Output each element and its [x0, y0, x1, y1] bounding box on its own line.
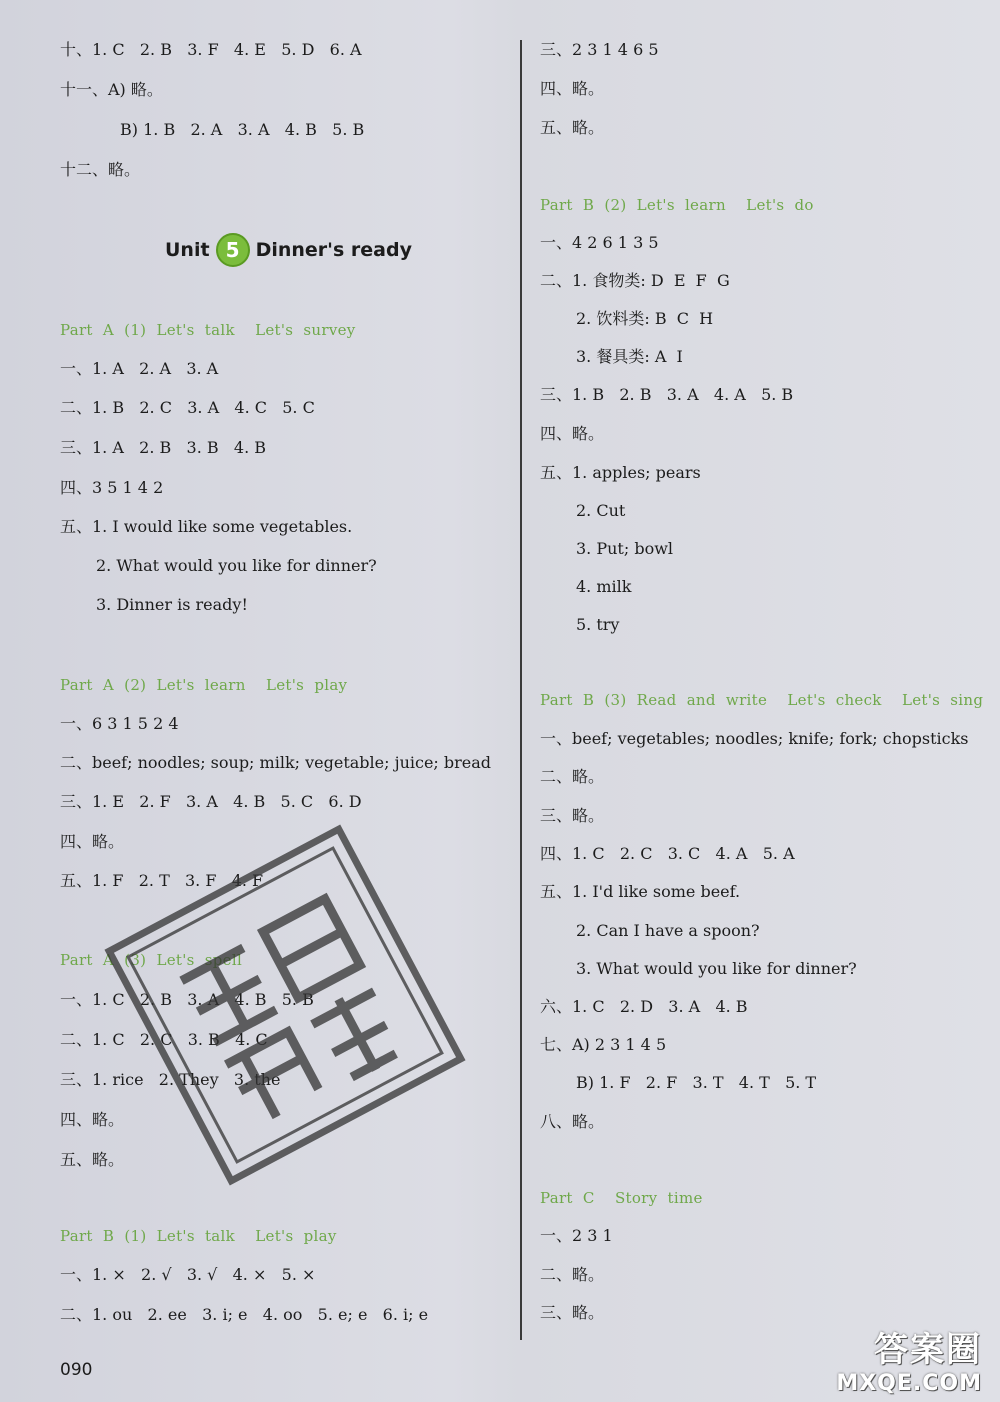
answer-line: 五、1. apples; pears: [540, 463, 701, 482]
answer-line: 二、1. B 2. C 3. A 4. C 5. C: [60, 398, 315, 417]
answer-line: 3. Put; bowl: [576, 539, 674, 558]
answer-line: 一、6 3 1 5 2 4: [60, 714, 179, 733]
answer-line: 2. Cut: [576, 501, 626, 520]
watermark-url: MXQE.COM: [836, 1371, 982, 1396]
answer-line: B) 1. F 2. F 3. T 4. T 5. T: [576, 1073, 817, 1092]
section-heading-part-a3: Part A (3) Let's spell: [60, 951, 243, 969]
answer-line: 十一、A) 略。: [60, 80, 163, 99]
answer-line: 3. What would you like for dinner?: [576, 959, 857, 978]
section-heading-part-c: Part C Story time: [540, 1189, 703, 1207]
answer-line: 四、略。: [60, 832, 125, 851]
answer-line: 一、beef; vegetables; noodles; knife; fork; chopsticks: [540, 729, 969, 748]
section-heading-part-b1: Part B (1) Let's talk Let's play: [60, 1227, 337, 1245]
answer-line: B) 1. B 2. A 3. A 4. B 5. B: [120, 120, 365, 139]
answer-line: 二、beef; noodles; soup; milk; vegetable; juice; bread: [60, 753, 492, 772]
answer-line: 七、A) 2 3 1 4 5: [540, 1035, 667, 1054]
answer-line: 一、1. × 2. √ 3. √ 4. × 5. ×: [60, 1265, 316, 1284]
answer-line: 2. What would you like for dinner?: [96, 556, 377, 575]
answer-line: 四、1. C 2. C 3. C 4. A 5. A: [540, 844, 795, 863]
answer-line: 3. Dinner is ready!: [96, 595, 248, 614]
answer-line: 二、1. C 2. C 3. B 4. C: [60, 1030, 268, 1049]
answer-line: 二、1. 食物类: D E F G: [540, 271, 730, 290]
answer-line: 四、3 5 1 4 2: [60, 478, 164, 497]
section-heading-part-a1: Part A (1) Let's talk Let's survey: [60, 321, 356, 339]
answer-line: 八、略。: [540, 1112, 605, 1131]
answer-line: 二、略。: [540, 767, 605, 786]
answer-line: 三、1. rice 2. They 3. the: [60, 1070, 281, 1089]
answer-line: 五、略。: [540, 118, 605, 137]
answer-line: 二、1. ou 2. ee 3. i; e 4. oo 5. e; e 6. i; e: [60, 1305, 429, 1324]
answer-line: 三、1. E 2. F 3. A 4. B 5. C 6. D: [60, 792, 362, 811]
answer-line: 三、略。: [540, 806, 605, 825]
answer-line: 五、略。: [60, 1150, 125, 1169]
watermark: [836, 1322, 982, 1396]
answer-line: 十、1. C 2. B 3. F 4. E 5. D 6. A: [60, 40, 362, 59]
unit-title: [165, 232, 412, 268]
answer-line: 一、4 2 6 1 3 5: [540, 233, 659, 252]
answer-line: 一、2 3 1: [540, 1226, 613, 1245]
answer-line: 一、1. C 2. B 3. A 4. B 5. B: [60, 990, 314, 1009]
page-number: 090: [60, 1360, 93, 1380]
answer-line: 2. Can I have a spoon?: [576, 921, 760, 940]
column-divider: [520, 40, 522, 1340]
answer-line: 十二、略。: [60, 160, 141, 179]
unit-word: Unit: [165, 239, 210, 261]
answer-line: 2. 饮料类: B C H: [576, 309, 714, 328]
section-heading-part-b2: Part B (2) Let's learn Let's do: [540, 196, 814, 214]
answer-line: 一、1. A 2. A 3. A: [60, 359, 219, 378]
answer-line: 五、1. F 2. T 3. F 4. F: [60, 871, 264, 890]
answer-line: 4. milk: [576, 577, 632, 596]
answer-line: 三、略。: [540, 1303, 605, 1322]
unit-name: Dinner's ready: [255, 239, 412, 261]
answer-line: 五、1. I'd like some beef.: [540, 882, 741, 901]
watermark-cn: 答案圈: [874, 1330, 982, 1370]
answer-line: 三、2 3 1 4 6 5: [540, 40, 659, 59]
answer-line: 六、1. C 2. D 3. A 4. B: [540, 997, 748, 1016]
answer-line: 四、略。: [60, 1110, 125, 1129]
answer-line: 3. 餐具类: A I: [576, 347, 683, 366]
section-heading-part-b3: Part B (3) Read and write Let's check Let's sing: [540, 691, 984, 709]
section-heading-part-a2: Part A (2) Let's learn Let's play: [60, 676, 348, 694]
answer-line: 5. try: [576, 615, 620, 634]
answer-line: 三、1. B 2. B 3. A 4. A 5. B: [540, 385, 794, 404]
answer-line: 二、略。: [540, 1265, 605, 1284]
answer-line: 四、略。: [540, 79, 605, 98]
answer-line: 三、1. A 2. B 3. B 4. B: [60, 438, 267, 457]
answer-line: 四、略。: [540, 424, 605, 443]
unit-number-badge: 5: [216, 233, 250, 267]
answer-line: 五、1. I would like some vegetables.: [60, 517, 353, 536]
